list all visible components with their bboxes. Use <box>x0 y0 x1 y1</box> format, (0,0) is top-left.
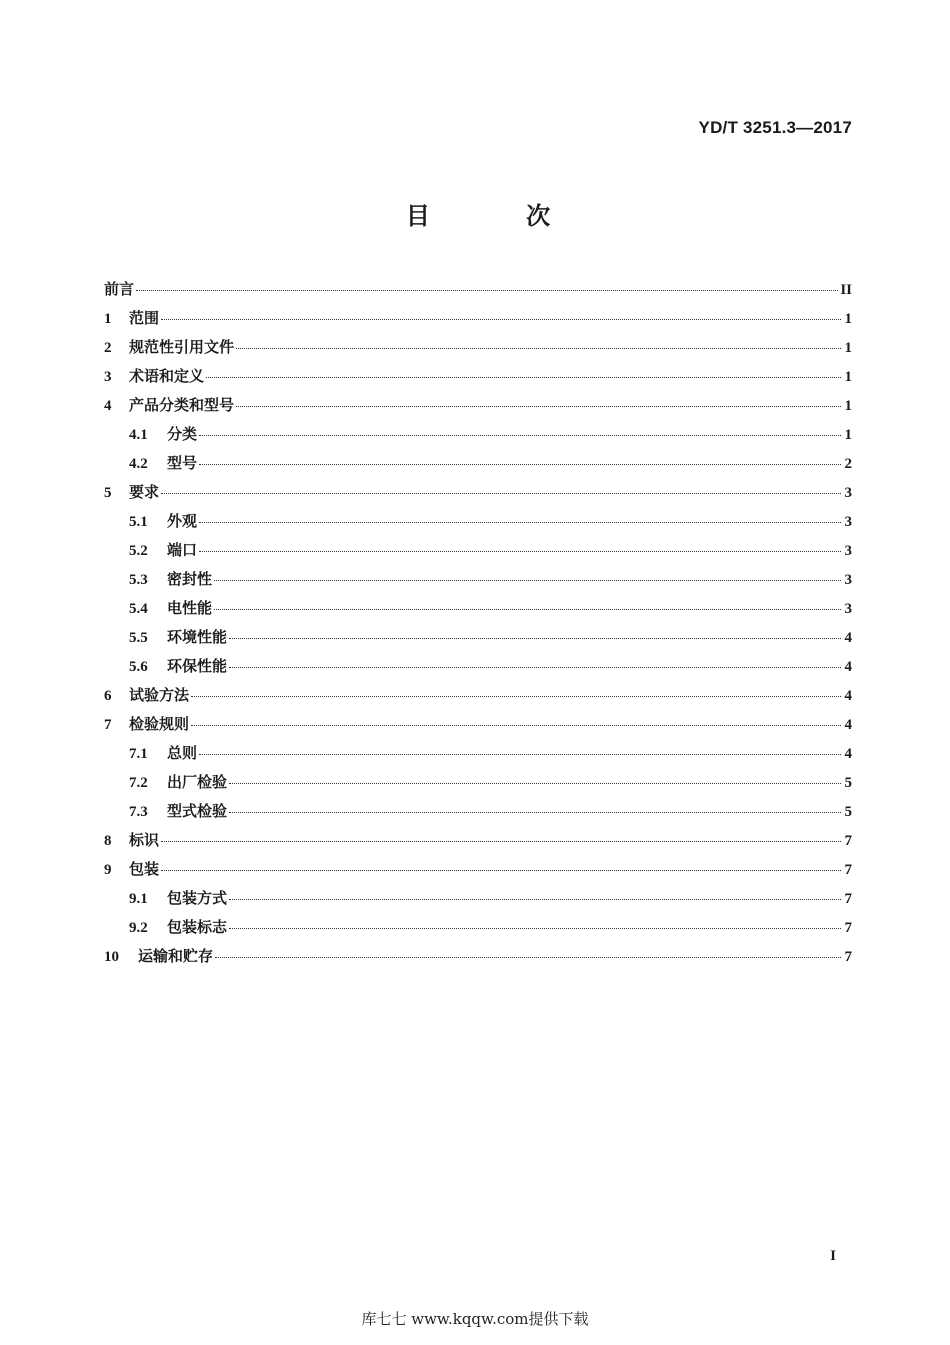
toc-entry-title: 检验规则 <box>129 715 190 733</box>
toc-entry[interactable] <box>104 626 852 655</box>
toc-dot-leader <box>199 522 841 523</box>
toc-entry[interactable] <box>104 684 852 713</box>
toc-entry-title: 包装 <box>129 860 160 878</box>
toc-entry-title: 型号 <box>167 454 198 472</box>
toc-entry-title: 包装标志 <box>167 918 228 936</box>
toc-entry-page: 3 <box>844 572 852 588</box>
toc-entry-title: 要求 <box>129 483 160 501</box>
toc-entry-page: 7 <box>844 891 852 907</box>
toc-entry-page: 3 <box>844 601 852 617</box>
toc-dot-leader <box>136 290 838 291</box>
toc-entry[interactable] <box>104 452 852 481</box>
toc-entry-number: 10 <box>104 949 119 965</box>
toc-dot-leader <box>161 870 841 871</box>
toc-entry[interactable] <box>104 829 852 858</box>
toc-dot-leader <box>229 899 841 900</box>
page-title: 目 次 <box>405 202 595 230</box>
toc-entry-title: 包装方式 <box>167 889 228 907</box>
toc-entry[interactable] <box>104 858 852 887</box>
toc-entry-number: 6 <box>104 688 112 704</box>
toc-entry-number: 9 <box>104 862 112 878</box>
toc-entry[interactable] <box>104 887 852 916</box>
toc-entry-page: 4 <box>844 717 852 733</box>
toc-entry-title: 规范性引用文件 <box>129 338 235 356</box>
toc-dot-leader <box>229 928 841 929</box>
toc-entry-number: 4 <box>104 398 112 414</box>
toc-entry-title: 范围 <box>129 309 160 327</box>
toc-entry-page: II <box>840 282 852 298</box>
toc-entry-page: 1 <box>844 340 852 356</box>
toc-entry-page: 5 <box>844 804 852 820</box>
toc-entry-page: 3 <box>844 543 852 559</box>
toc-entry[interactable] <box>104 394 852 423</box>
toc-entry[interactable] <box>104 945 852 974</box>
toc-entry-title: 端口 <box>167 541 198 559</box>
toc-entry-title: 外观 <box>167 512 198 530</box>
toc-entry[interactable] <box>104 916 852 945</box>
toc-entry[interactable] <box>104 510 852 539</box>
toc-entry-page: 7 <box>844 862 852 878</box>
toc-entry-number: 5.6 <box>129 659 148 675</box>
toc-entry-page: 7 <box>844 949 852 965</box>
standard-number: YD/T 3251.3—2017 <box>698 118 852 137</box>
toc-entry-number: 4.2 <box>129 456 148 472</box>
toc-entry-number: 4.1 <box>129 427 148 443</box>
toc-entry-title: 前言 <box>104 280 135 298</box>
toc-entry[interactable] <box>104 713 852 742</box>
toc-entry-title: 出厂检验 <box>167 773 228 791</box>
toc-entry-number: 1 <box>104 311 112 327</box>
toc-dot-leader <box>229 812 841 813</box>
toc-entry-page: 7 <box>844 833 852 849</box>
toc-entry-page: 3 <box>844 514 852 530</box>
toc-entry[interactable] <box>104 336 852 365</box>
toc-entry-number: 5 <box>104 485 112 501</box>
toc-entry[interactable] <box>104 365 852 394</box>
toc-entry-title: 运输和贮存 <box>138 947 214 965</box>
toc-entry-number: 5.1 <box>129 514 148 530</box>
toc-entry[interactable] <box>104 539 852 568</box>
toc-entry[interactable] <box>104 800 852 829</box>
toc-entry-title: 试验方法 <box>129 686 190 704</box>
toc-entry[interactable] <box>104 481 852 510</box>
toc-entry-number: 5.2 <box>129 543 148 559</box>
toc-entry-page: 1 <box>844 398 852 414</box>
toc-entry-title: 术语和定义 <box>129 367 205 385</box>
toc-entry-number: 9.2 <box>129 920 148 936</box>
toc-entry-title: 密封性 <box>167 570 213 588</box>
toc-entry-title: 产品分类和型号 <box>129 396 235 414</box>
toc-dot-leader <box>191 696 841 697</box>
toc-entry[interactable] <box>104 307 852 336</box>
toc-dot-leader <box>161 841 841 842</box>
toc-entry[interactable] <box>104 771 852 800</box>
toc-entry[interactable] <box>104 568 852 597</box>
toc-entry-page: 2 <box>844 456 852 472</box>
toc-entry-number: 5.3 <box>129 572 148 588</box>
toc-entry-page: 4 <box>844 659 852 675</box>
toc-entry-title: 电性能 <box>167 599 213 617</box>
toc-entry-page: 4 <box>844 688 852 704</box>
toc-entry-page: 4 <box>844 630 852 646</box>
table-of-contents <box>104 278 852 974</box>
toc-entry-number: 2 <box>104 340 112 356</box>
toc-entry-title: 标识 <box>129 831 160 849</box>
toc-entry-title: 型式检验 <box>167 802 228 820</box>
toc-entry-number: 7.1 <box>129 746 148 762</box>
toc-entry-number: 7.3 <box>129 804 148 820</box>
toc-entry[interactable] <box>104 597 852 626</box>
toc-dot-leader <box>161 319 841 320</box>
toc-dot-leader <box>214 609 841 610</box>
toc-entry-page: 1 <box>844 427 852 443</box>
download-source-text: 库七七 www.kqqw.com提供下载 <box>361 1310 589 1328</box>
toc-entry-title: 总则 <box>167 744 198 762</box>
toc-entry-number: 9.1 <box>129 891 148 907</box>
toc-entry-page: 1 <box>844 311 852 327</box>
toc-dot-leader <box>236 348 841 349</box>
toc-entry-title: 分类 <box>167 425 198 443</box>
toc-entry-number: 3 <box>104 369 112 385</box>
toc-dot-leader <box>236 406 841 407</box>
toc-entry-number: 7 <box>104 717 112 733</box>
toc-entry-number: 5.4 <box>129 601 148 617</box>
toc-dot-leader <box>191 725 841 726</box>
toc-entry-page: 4 <box>844 746 852 762</box>
toc-entry[interactable] <box>104 278 852 307</box>
toc-entry-number: 7.2 <box>129 775 148 791</box>
toc-dot-leader <box>199 754 841 755</box>
toc-entry-number: 8 <box>104 833 112 849</box>
toc-dot-leader <box>199 464 841 465</box>
toc-dot-leader <box>199 551 841 552</box>
toc-entry[interactable] <box>104 655 852 684</box>
toc-dot-leader <box>161 493 841 494</box>
page-number: I <box>830 1248 836 1264</box>
toc-dot-leader <box>229 783 841 784</box>
toc-dot-leader <box>214 580 841 581</box>
toc-entry-number: 5.5 <box>129 630 148 646</box>
toc-entry-page: 1 <box>844 369 852 385</box>
toc-dot-leader <box>229 638 841 639</box>
toc-entry[interactable] <box>104 423 852 452</box>
toc-entry-title: 环保性能 <box>167 657 228 675</box>
toc-dot-leader <box>229 667 841 668</box>
toc-entry-page: 3 <box>844 485 852 501</box>
toc-dot-leader <box>199 435 841 436</box>
toc-dot-leader <box>206 377 841 378</box>
toc-entry-title: 环境性能 <box>167 628 228 646</box>
toc-dot-leader <box>215 957 841 958</box>
toc-entry-page: 7 <box>844 920 852 936</box>
toc-entry-page: 5 <box>844 775 852 791</box>
toc-entry[interactable] <box>104 742 852 771</box>
